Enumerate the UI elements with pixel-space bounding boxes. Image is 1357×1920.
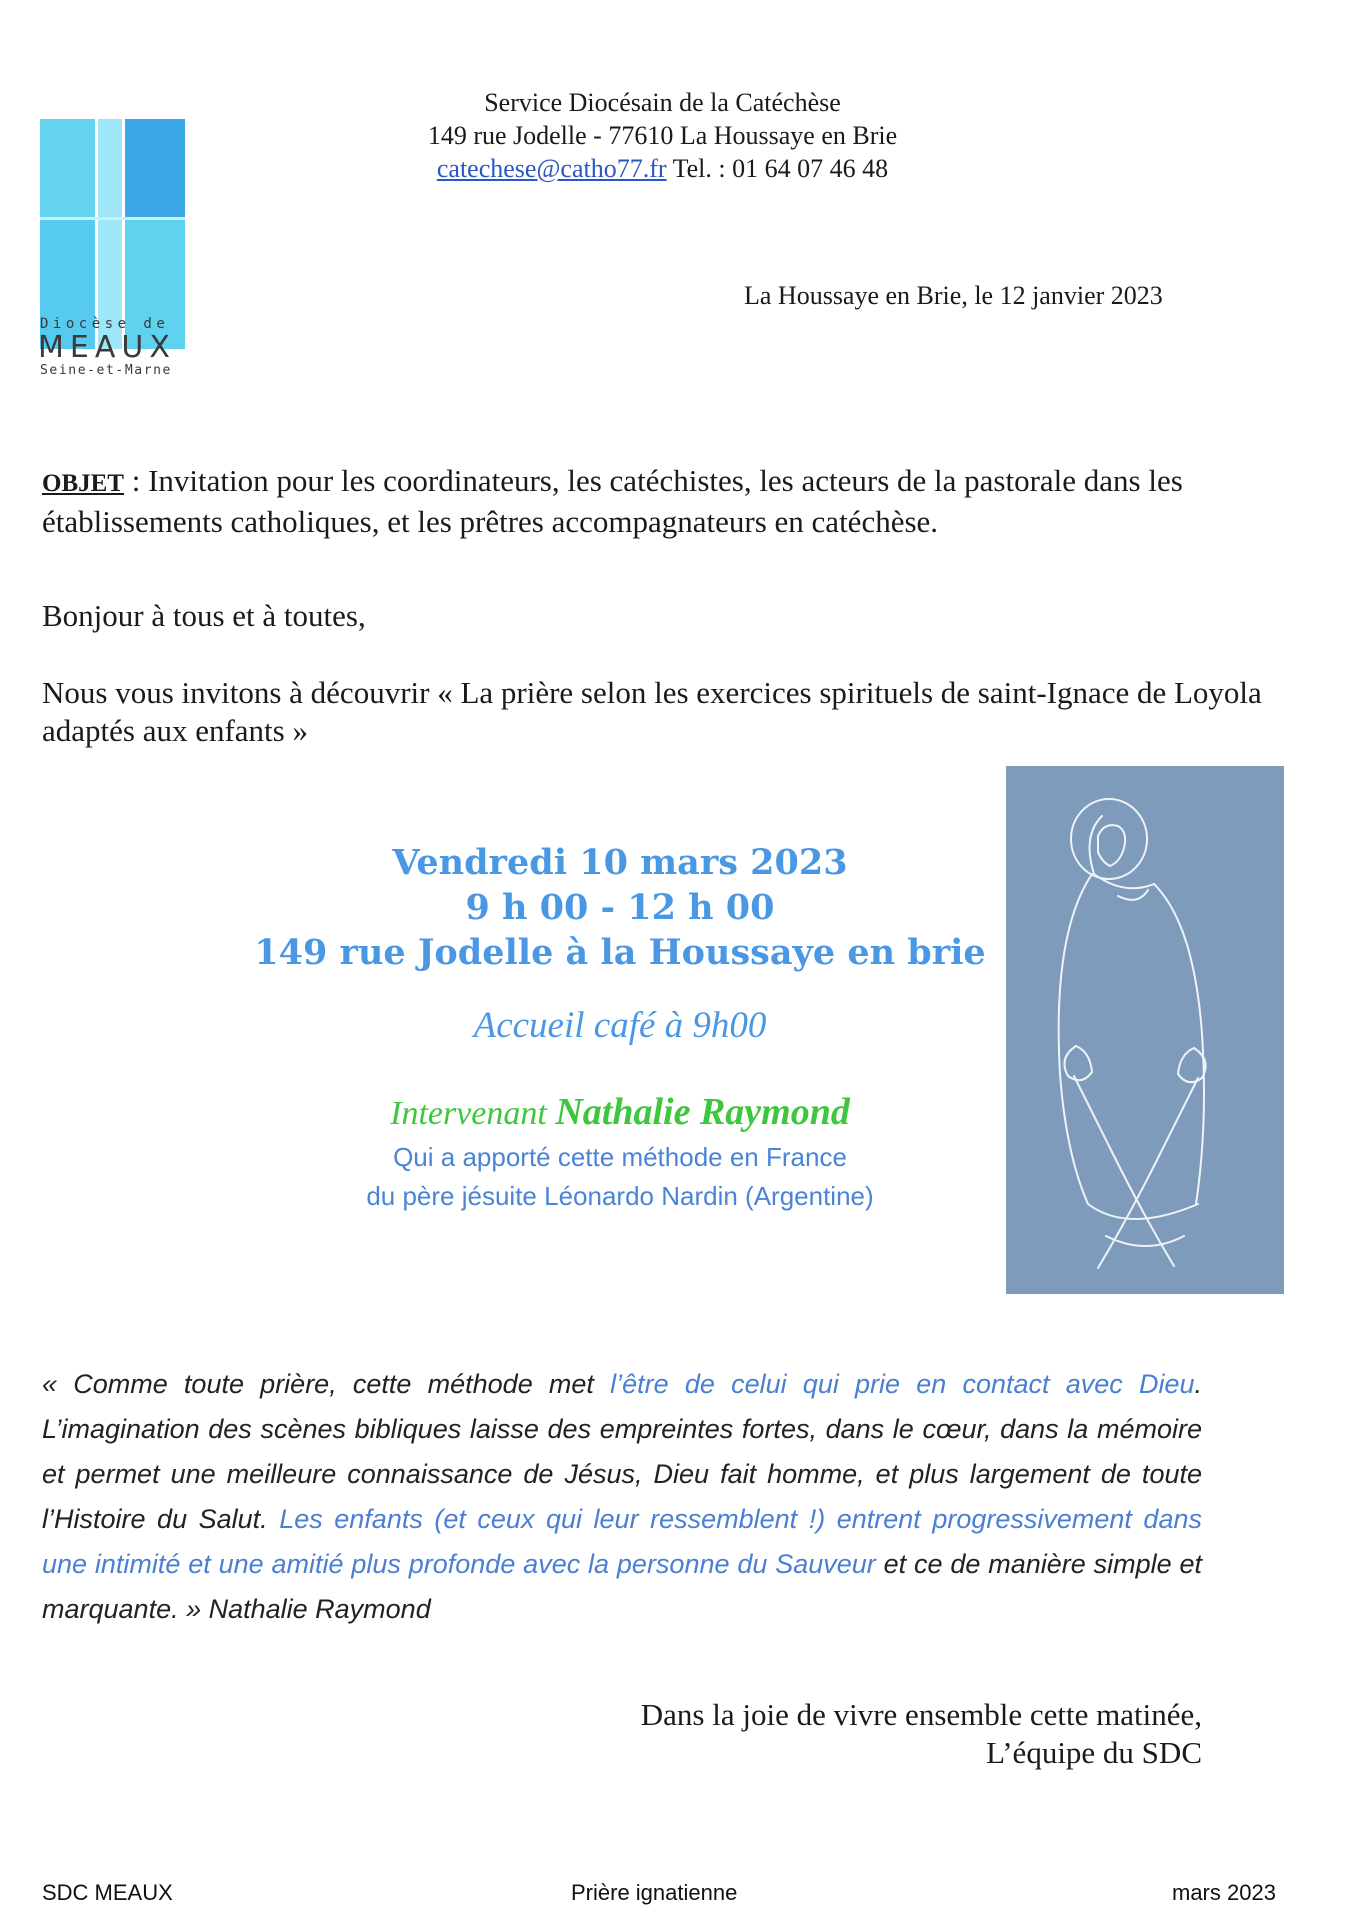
invitation-text: Nous vous invitons à découvrir « La prière selon les exercices spirituels de saint-Ignace de Loyola adaptés aux enfants » [42, 675, 1262, 748]
event-date: Vendredi 10 mars 2023 [392, 842, 848, 883]
email-link[interactable]: catechese@catho77.fr [436, 154, 667, 183]
event-welcome: Accueil café à 9h00 [473, 1005, 767, 1046]
closing-line1: Dans la joie de vivre ensemble cette matinée, [640, 1697, 1202, 1732]
speaker-desc-line1: Qui a apporté cette méthode en France [393, 1142, 847, 1172]
speaker-desc-line2: du père jésuite Léonardo Nardin (Argentine) [366, 1181, 874, 1211]
closing-signature: L’équipe du SDC [986, 1735, 1202, 1770]
subject-text: Invitation pour les coordinateurs, les catéchistes, les acteurs de la pastorale dans les établissements catholiques, et les prêtres accompagnateurs en catéchèse. [42, 463, 1183, 539]
speaker-description [250, 1138, 990, 1216]
subject [42, 462, 1272, 541]
greeting: Bonjour à tous et à toutes, [42, 598, 366, 633]
closing [560, 1696, 1202, 1772]
quote-part-2: . L’imagination des scènes bibliques laisse des empreintes fortes, dans le cœur, dans la mémoire et permet une meilleure connaissance de Jésus, Dieu fait homme, et plus largement de toute l’Histoire du Salut. [42, 1369, 1203, 1534]
subject-separator: : [123, 463, 149, 498]
event-time: 9 h 00 - 12 h 00 [465, 887, 775, 928]
speaker-name: Nathalie Raymond [555, 1091, 850, 1133]
quote-highlight-2: Les enfants (et ceux qui leur ressemblent !) entrent progressivement dans une intimité et une amitié plus profonde avec la personne du Sauveur [42, 1504, 1202, 1579]
event-place: 149 rue Jodelle à la Houssaye en brie [254, 932, 986, 973]
logo-line-diocese: Diocèse de [40, 316, 170, 332]
event-speaker [250, 1090, 990, 1134]
letterhead [330, 86, 995, 185]
org-name: Service Diocésain de la Catéchèse [484, 88, 841, 117]
speaker-label: Intervenant [390, 1095, 547, 1132]
footer-left: SDC MEAUX [42, 1880, 173, 1905]
testimonial-quote [42, 1362, 1202, 1632]
footer-center: Prière ignatienne [571, 1880, 738, 1905]
logo-line-meaux: MEAUX [38, 330, 176, 365]
letter-date: La Houssaye en Brie, le 12 janvier 2023 [744, 281, 1163, 310]
quote-highlight-1: l’être de celui qui prie en contact avec Dieu [610, 1369, 1195, 1399]
footer-right: mars 2023 [1172, 1880, 1276, 1905]
quote-part-3: et ce de manière simple et marquante. » Nathalie Raymond [42, 1549, 1202, 1624]
quote-part-1: « Comme toute prière, cette méthode met [42, 1369, 611, 1399]
madonna-drawing-image [1006, 766, 1284, 1294]
event-details [250, 840, 990, 975]
phone: Tel. : 01 64 07 46 48 [672, 154, 889, 183]
contact-line [330, 152, 995, 185]
subject-label: OBJET [42, 470, 124, 497]
logo-line-region: Seine-et-Marne [40, 363, 172, 378]
org-address: 149 rue Jodelle - 77610 La Houssaye en Brie [427, 121, 898, 150]
